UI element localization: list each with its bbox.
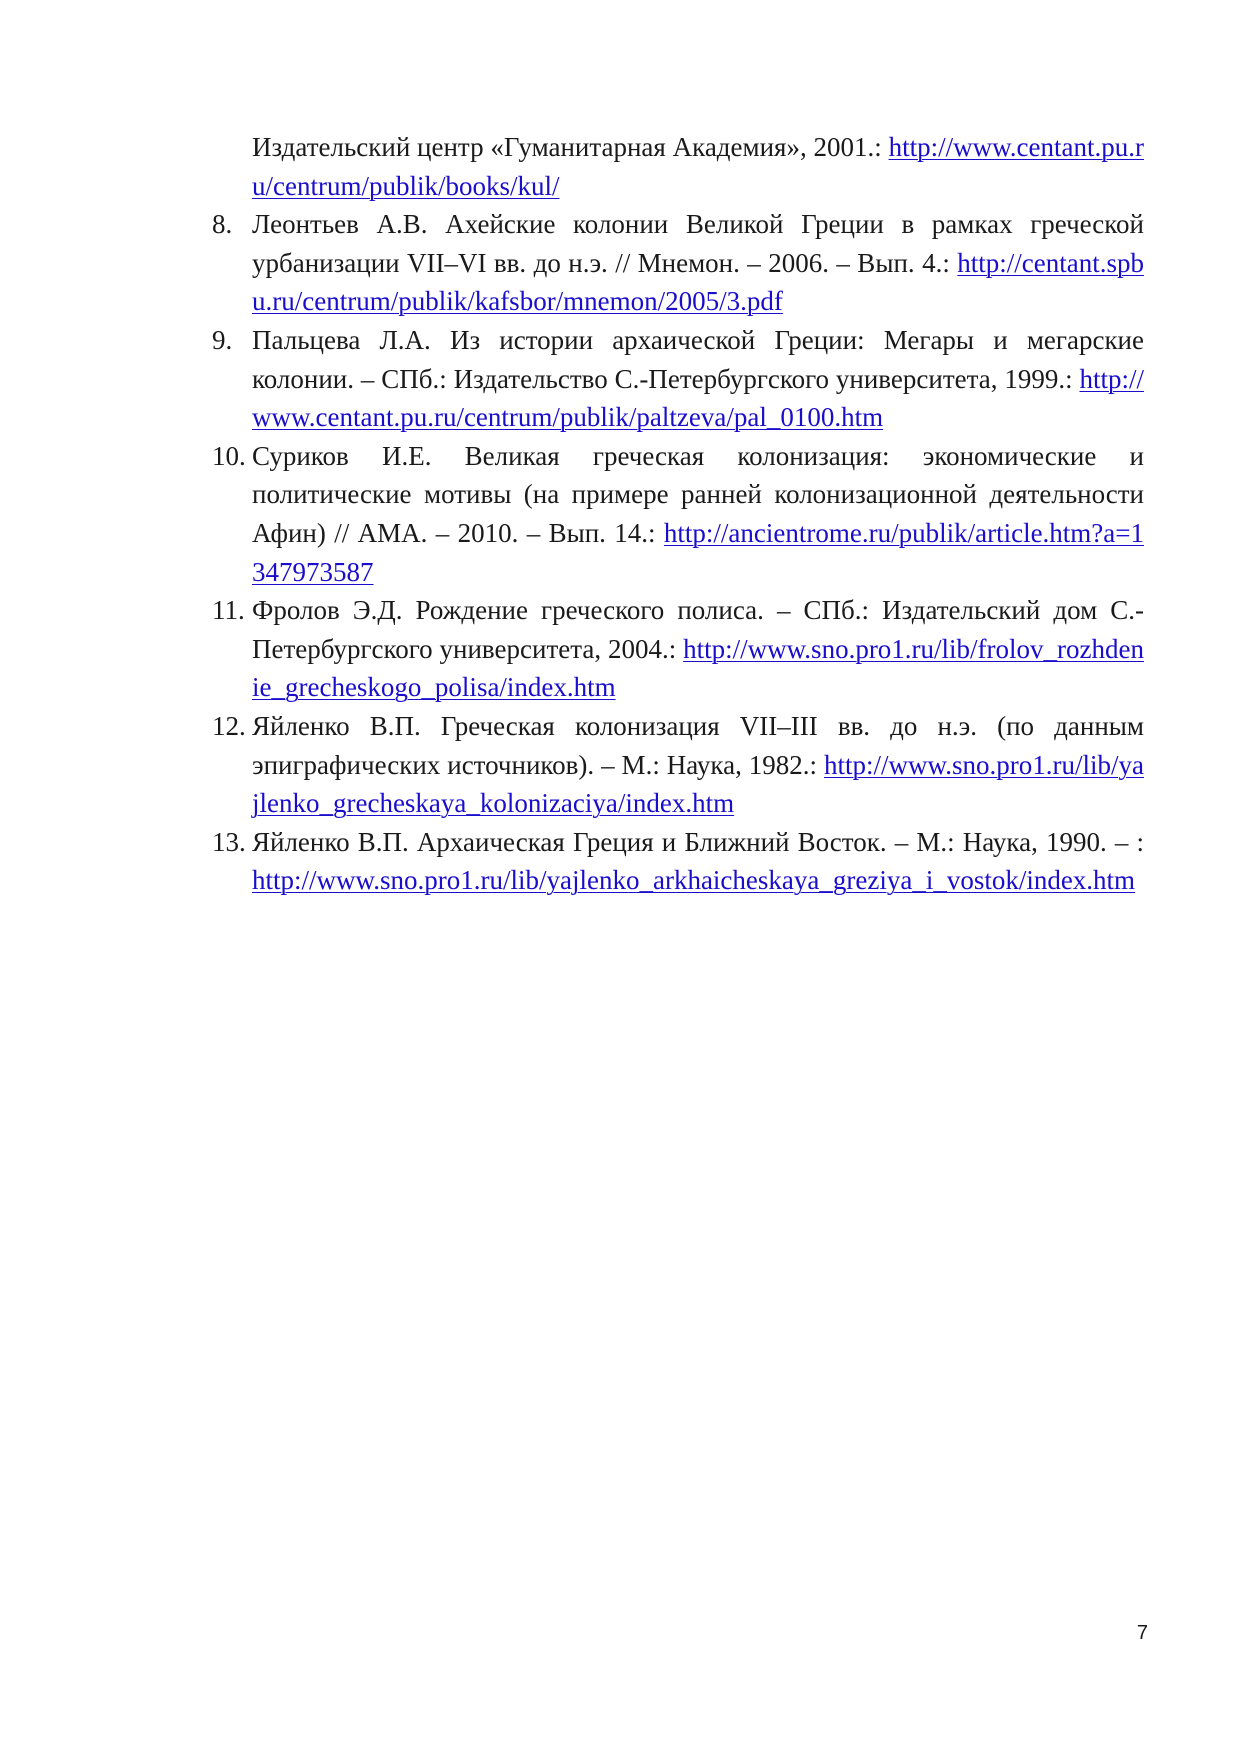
reference-text: Издательский центр «Гуманитарная Академия», 2001.: xyxy=(252,132,882,162)
reference-text-block xyxy=(252,321,1144,437)
reference-number: 11. xyxy=(212,595,245,626)
reference-number: 10. xyxy=(212,440,246,471)
reference-text-block xyxy=(252,437,1144,591)
reference-number: 12. xyxy=(212,710,246,741)
reference-item xyxy=(212,205,1144,321)
page-number: 7 xyxy=(1136,1622,1148,1644)
reference-number: 13. xyxy=(212,826,246,857)
reference-text-block xyxy=(252,707,1144,823)
reference-text-block xyxy=(252,128,1144,205)
reference-text-block xyxy=(252,591,1144,707)
reference-item xyxy=(212,707,1144,823)
reference-link[interactable]: http://www.sno.pro1.ru/lib/yajlenko_arkhaicheskaya_greziya_i_vostok/index.htm xyxy=(252,865,1136,896)
reference-number: 9. xyxy=(212,324,233,355)
reference-number: 8. xyxy=(212,209,233,240)
reference-link[interactable]: http://www.sno.pro1.ru/lib/yajlenko_grecheskaya_kolonizaciya/index.htm xyxy=(252,749,1145,819)
reference-item xyxy=(212,128,1144,205)
reference-item xyxy=(212,437,1144,591)
reference-link[interactable]: http://www.sno.pro1.ru/lib/frolov_rozhdenie_grecheskogo_polisa/index.htm xyxy=(252,633,1145,703)
reference-link[interactable]: http://ancientrome.ru/publik/article.htm?a=1347973587 xyxy=(252,517,1145,587)
reference-text: Пальцева Л.А. Из истории архаической Греции: Мегары и мегарские колонии. – СПб.: Издательство С.-Петербургского университета, 1999.: xyxy=(252,324,1144,394)
reference-list xyxy=(212,128,1144,900)
reference-text: Яйленко В.П. Архаическая Греция и Ближний Восток. – М.: Наука, 1990. – : xyxy=(252,826,1144,857)
reference-link[interactable]: http://www.centant.pu.ru/centrum/publik/books/kul/ xyxy=(252,132,1145,201)
reference-item xyxy=(212,823,1144,900)
reference-link[interactable]: http://www.centant.pu.ru/centrum/publik/paltzeva/pal_0100.htm xyxy=(252,363,1145,433)
reference-text: Леонтьев А.В. Ахейские колонии Великой Греции в рамках греческой урбанизации VII–VI вв. до н.э. // Мнемон. – 2006. – Вып. 4.: xyxy=(252,209,1144,278)
reference-text: Фролов Э.Д. Рождение греческого полиса. – СПб.: Издательский дом С.-Петербургского университета, 2004.: xyxy=(252,595,1144,664)
reference-item xyxy=(212,321,1144,437)
reference-text: Суриков И.Е. Великая греческая колонизация: экономические и политические мотивы (на примере ранней колонизационной деятельности Афин) // АМА. – 2010. – Вып. 14.: xyxy=(252,440,1144,548)
reference-text-block xyxy=(252,823,1144,900)
reference-item xyxy=(212,591,1144,707)
reference-text: Яйленко В.П. Греческая колонизация VII–III вв. до н.э. (по данным эпиграфических источников). – М.: Наука, 1982.: xyxy=(252,710,1144,780)
reference-link[interactable]: http://centant.spbu.ru/centrum/publik/kafsbor/mnemon/2005/3.pdf xyxy=(252,247,1144,317)
reference-text-block xyxy=(252,205,1144,321)
